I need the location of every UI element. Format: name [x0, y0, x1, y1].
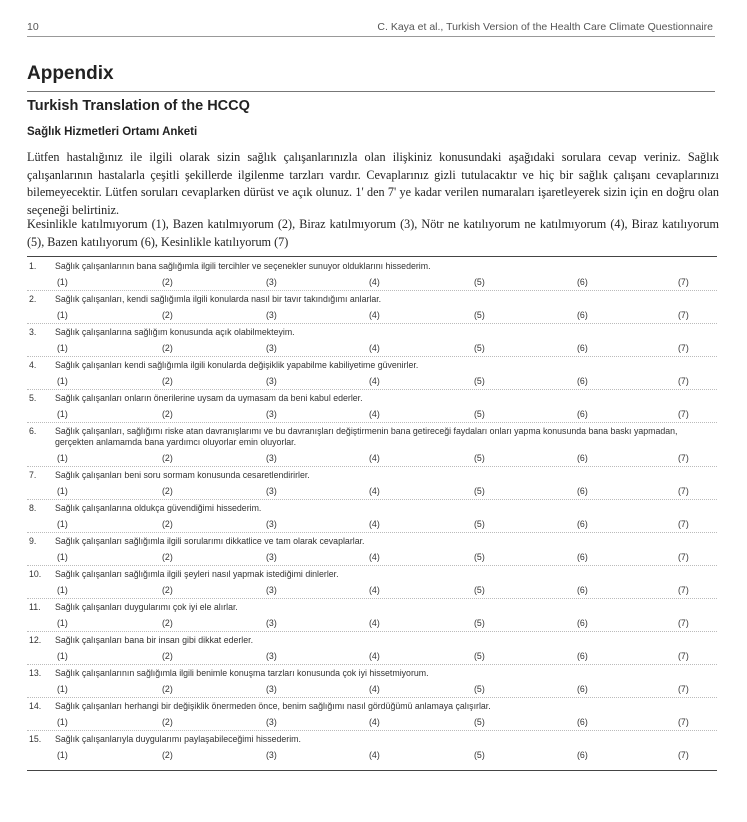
item-number: 6.	[29, 426, 37, 436]
rating-option-1[interactable]: (1)	[57, 618, 68, 628]
rating-option-2[interactable]: (2)	[162, 343, 173, 353]
rating-option-5[interactable]: (5)	[474, 277, 485, 287]
rating-option-4[interactable]: (4)	[369, 552, 380, 562]
rating-option-5[interactable]: (5)	[474, 409, 485, 419]
header-divider	[27, 36, 715, 37]
rating-option-5[interactable]: (5)	[474, 310, 485, 320]
item-divider	[27, 598, 717, 599]
page-number: 10	[27, 21, 39, 33]
running-header	[27, 18, 713, 36]
survey-title: Sağlık Hizmetleri Ortamı Anketi	[27, 126, 198, 138]
rating-option-2[interactable]: (2)	[162, 618, 173, 628]
rating-option-1[interactable]: (1)	[57, 453, 68, 463]
rating-option-7[interactable]: (7)	[678, 343, 689, 353]
rating-option-6[interactable]: (6)	[577, 684, 588, 694]
rating-option-7[interactable]: (7)	[678, 486, 689, 496]
rating-option-2[interactable]: (2)	[162, 519, 173, 529]
rating-option-7[interactable]: (7)	[678, 684, 689, 694]
rating-option-3[interactable]: (3)	[266, 552, 277, 562]
section-title: Appendix	[27, 63, 114, 84]
rating-option-3[interactable]: (3)	[266, 519, 277, 529]
rating-option-6[interactable]: (6)	[577, 486, 588, 496]
rating-option-5[interactable]: (5)	[474, 750, 485, 760]
rating-option-2[interactable]: (2)	[162, 486, 173, 496]
item-statement: Sağlık çalışanları sağlığımla ilgili sorularımı dikkatlice ve tam olarak cevaplarlar.	[55, 536, 365, 546]
rating-option-4[interactable]: (4)	[369, 618, 380, 628]
rating-option-7[interactable]: (7)	[678, 376, 689, 386]
item-number: 11.	[29, 602, 41, 612]
rating-option-3[interactable]: (3)	[266, 343, 277, 353]
item-number: 7.	[29, 470, 37, 480]
rating-option-5[interactable]: (5)	[474, 585, 485, 595]
rating-option-7[interactable]: (7)	[678, 453, 689, 463]
item-number: 1.	[29, 261, 37, 271]
rating-option-6[interactable]: (6)	[577, 310, 588, 320]
rating-option-5[interactable]: (5)	[474, 618, 485, 628]
rating-option-3[interactable]: (3)	[266, 453, 277, 463]
rating-option-2[interactable]: (2)	[162, 717, 173, 727]
item-statement: Sağlık çalışanlarının bana sağlığımla ilgili tercihler ve seçenekler sunuyor olduklarını hissederim.	[55, 261, 431, 271]
rating-option-6[interactable]: (6)	[577, 519, 588, 529]
rating-option-7[interactable]: (7)	[678, 717, 689, 727]
rating-option-2[interactable]: (2)	[162, 552, 173, 562]
rating-option-7[interactable]: (7)	[678, 750, 689, 760]
item-statement: Sağlık çalışanları kendi sağlığımla ilgili konularda değişiklik yapabilme kabiliyetime güvenirler.	[55, 360, 419, 370]
rating-option-2[interactable]: (2)	[162, 750, 173, 760]
item-divider	[27, 389, 717, 390]
rating-option-3[interactable]: (3)	[266, 376, 277, 386]
rating-option-1[interactable]: (1)	[57, 651, 68, 661]
rating-option-6[interactable]: (6)	[577, 651, 588, 661]
item-number: 12.	[29, 635, 42, 645]
rating-option-6[interactable]: (6)	[577, 409, 588, 419]
rating-option-2[interactable]: (2)	[162, 684, 173, 694]
subtitle: Turkish Translation of the HCCQ	[27, 98, 250, 114]
rating-option-5[interactable]: (5)	[474, 552, 485, 562]
item-divider	[27, 323, 717, 324]
questionnaire-item	[27, 426, 717, 470]
rating-option-6[interactable]: (6)	[577, 376, 588, 386]
rating-option-2[interactable]: (2)	[162, 376, 173, 386]
rating-option-1[interactable]: (1)	[57, 750, 68, 760]
item-divider	[27, 290, 717, 291]
rating-option-1[interactable]: (1)	[57, 684, 68, 694]
item-divider	[27, 356, 717, 357]
rating-option-1[interactable]: (1)	[57, 343, 68, 353]
items-bottom-rule	[27, 770, 717, 771]
rating-option-3[interactable]: (3)	[266, 684, 277, 694]
rating-option-6[interactable]: (6)	[577, 277, 588, 287]
rating-option-4[interactable]: (4)	[369, 277, 380, 287]
running-head: C. Kaya et al., Turkish Version of the Health Care Climate Questionnaire	[377, 21, 713, 33]
rating-option-4[interactable]: (4)	[369, 453, 380, 463]
item-number: 8.	[29, 503, 37, 513]
rating-option-2[interactable]: (2)	[162, 585, 173, 595]
rating-option-3[interactable]: (3)	[266, 717, 277, 727]
item-divider	[27, 532, 717, 533]
item-divider	[27, 499, 717, 500]
item-divider	[27, 631, 717, 632]
rating-option-2[interactable]: (2)	[162, 277, 173, 287]
rating-option-7[interactable]: (7)	[678, 310, 689, 320]
rating-option-3[interactable]: (3)	[266, 585, 277, 595]
item-divider	[27, 697, 717, 698]
rating-option-5[interactable]: (5)	[474, 453, 485, 463]
item-statement: Sağlık çalışanları herhangi bir değişiklik önermeden önce, benim sağlığımı nasıl gördüğümü anlamaya çalışırlar.	[55, 701, 491, 711]
item-number: 14.	[29, 701, 42, 711]
item-statement: Sağlık çalışanları, sağlığımı riske atan davranışlarımı ve bu davranışları değiştirmenin bana getireceği faydaları onları yapma konusunda bana baskı yapmadan, gerçekten anlamamda bana yardımcı oluyorlar emin oluyorlar.	[55, 426, 678, 447]
rating-option-4[interactable]: (4)	[369, 376, 380, 386]
rating-option-7[interactable]: (7)	[678, 277, 689, 287]
rating-option-1[interactable]: (1)	[57, 585, 68, 595]
rating-option-4[interactable]: (4)	[369, 409, 380, 419]
rating-option-6[interactable]: (6)	[577, 343, 588, 353]
rating-option-4[interactable]: (4)	[369, 717, 380, 727]
item-divider	[27, 730, 717, 731]
rating-option-5[interactable]: (5)	[474, 519, 485, 529]
rating-option-4[interactable]: (4)	[369, 519, 380, 529]
item-statement: Sağlık çalışanları sağlığımla ilgili şeyleri nasıl yapmak istediğimi dinlerler.	[55, 569, 339, 579]
rating-option-4[interactable]: (4)	[369, 750, 380, 760]
rating-option-5[interactable]: (5)	[474, 343, 485, 353]
rating-option-1[interactable]: (1)	[57, 552, 68, 562]
rating-option-4[interactable]: (4)	[369, 343, 380, 353]
rating-option-4[interactable]: (4)	[369, 310, 380, 320]
rating-option-4[interactable]: (4)	[369, 585, 380, 595]
item-statement: Sağlık çalışanlarıyla duygularımı paylaşabileceğimi hissederim.	[55, 734, 301, 744]
item-statement: Sağlık çalışanları duygularımı çok iyi ele alırlar.	[55, 602, 238, 612]
rating-option-2[interactable]: (2)	[162, 453, 173, 463]
rating-option-6[interactable]: (6)	[577, 717, 588, 727]
rating-option-6[interactable]: (6)	[577, 453, 588, 463]
rating-option-6[interactable]: (6)	[577, 750, 588, 760]
scale-description: Kesinlikle katılmıyorum (1), Bazen katılmıyorum (2), Biraz katılmıyorum (3), Nötr ne katılıyorum ne katılmıyorum (4), Biraz katılıyorum (5), Bazen katılıyorum (6), Kesinlikle katılıyorum (7)	[27, 217, 719, 249]
rating-option-7[interactable]: (7)	[678, 651, 689, 661]
section-divider	[27, 91, 715, 92]
item-statement: Sağlık çalışanları onların önerilerine uysam da uymasam da beni kabul ederler.	[55, 393, 363, 403]
rating-option-7[interactable]: (7)	[678, 552, 689, 562]
rating-option-7[interactable]: (7)	[678, 585, 689, 595]
rating-option-3[interactable]: (3)	[266, 618, 277, 628]
rating-option-7[interactable]: (7)	[678, 519, 689, 529]
rating-option-4[interactable]: (4)	[369, 684, 380, 694]
rating-option-1[interactable]: (1)	[57, 717, 68, 727]
rating-option-5[interactable]: (5)	[474, 486, 485, 496]
rating-option-6[interactable]: (6)	[577, 552, 588, 562]
item-divider	[27, 422, 717, 423]
item-number: 4.	[29, 360, 37, 370]
item-number: 13.	[29, 668, 42, 678]
item-statement: Sağlık çalışanlarına sağlığım konusunda açık olabilmekteyim.	[55, 327, 295, 337]
item-divider	[27, 466, 717, 467]
item-statement: Sağlık çalışanlarının sağlığımla ilgili benimle konuşma tarzları konusunda çok iyi hissetmiyorum.	[55, 668, 429, 678]
rating-option-1[interactable]: (1)	[57, 409, 68, 419]
item-statement: Sağlık çalışanları beni soru sormam konusunda cesaretlendirirler.	[55, 470, 310, 480]
rating-option-3[interactable]: (3)	[266, 277, 277, 287]
item-divider	[27, 664, 717, 665]
rating-option-4[interactable]: (4)	[369, 651, 380, 661]
item-number: 9.	[29, 536, 37, 546]
rating-option-1[interactable]: (1)	[57, 519, 68, 529]
rating-option-2[interactable]: (2)	[162, 409, 173, 419]
rating-option-7[interactable]: (7)	[678, 618, 689, 628]
instructions: Lütfen hastalığınız ile ilgili olarak sizin sağlık çalışanlarınızla olan ilişkiniz konusundaki aşağıdaki sorulara cevap veriniz. Sağlık çalışanlarının hastalarla çeşitli şekillerde ilgilenme tarzları vardır. Cevaplarınız gizli tutulacaktır ve hiç bir sağlık çalışanı cevaplarınızı bilemeyecektir. Lütfen soruları cevaplarken dürüst ve açık olunuz. 1' den 7' ye kadar verilen numaraları işaretleyerek sizin için en doğru olan seçeneği belirtiniz.	[27, 150, 719, 217]
rating-option-7[interactable]: (7)	[678, 409, 689, 419]
item-statement: Sağlık çalışanları, kendi sağlığımla ilgili konularda nasıl bir tavır takındığımı anlarlar.	[55, 294, 382, 304]
rating-option-4[interactable]: (4)	[369, 486, 380, 496]
item-number: 5.	[29, 393, 37, 403]
rating-option-2[interactable]: (2)	[162, 310, 173, 320]
rating-option-3[interactable]: (3)	[266, 310, 277, 320]
item-divider	[27, 565, 717, 566]
items-top-rule	[27, 256, 717, 257]
item-number: 3.	[29, 327, 37, 337]
rating-option-3[interactable]: (3)	[266, 750, 277, 760]
rating-option-3[interactable]: (3)	[266, 486, 277, 496]
rating-option-5[interactable]: (5)	[474, 376, 485, 386]
rating-option-1[interactable]: (1)	[57, 486, 68, 496]
rating-option-5[interactable]: (5)	[474, 651, 485, 661]
rating-option-5[interactable]: (5)	[474, 684, 485, 694]
questionnaire-items	[27, 258, 717, 770]
item-number: 2.	[29, 294, 37, 304]
rating-option-1[interactable]: (1)	[57, 376, 68, 386]
rating-option-3[interactable]: (3)	[266, 651, 277, 661]
rating-option-5[interactable]: (5)	[474, 717, 485, 727]
rating-option-3[interactable]: (3)	[266, 409, 277, 419]
rating-option-6[interactable]: (6)	[577, 585, 588, 595]
rating-option-2[interactable]: (2)	[162, 651, 173, 661]
item-statement: Sağlık çalışanlarına oldukça güvendiğimi hissederim.	[55, 503, 262, 513]
questionnaire-item	[27, 734, 717, 767]
item-statement: Sağlık çalışanları bana bir insan gibi dikkat ederler.	[55, 635, 254, 645]
item-number: 10.	[29, 569, 42, 579]
item-number: 15.	[29, 734, 42, 744]
rating-option-1[interactable]: (1)	[57, 310, 68, 320]
rating-option-6[interactable]: (6)	[577, 618, 588, 628]
rating-option-1[interactable]: (1)	[57, 277, 68, 287]
